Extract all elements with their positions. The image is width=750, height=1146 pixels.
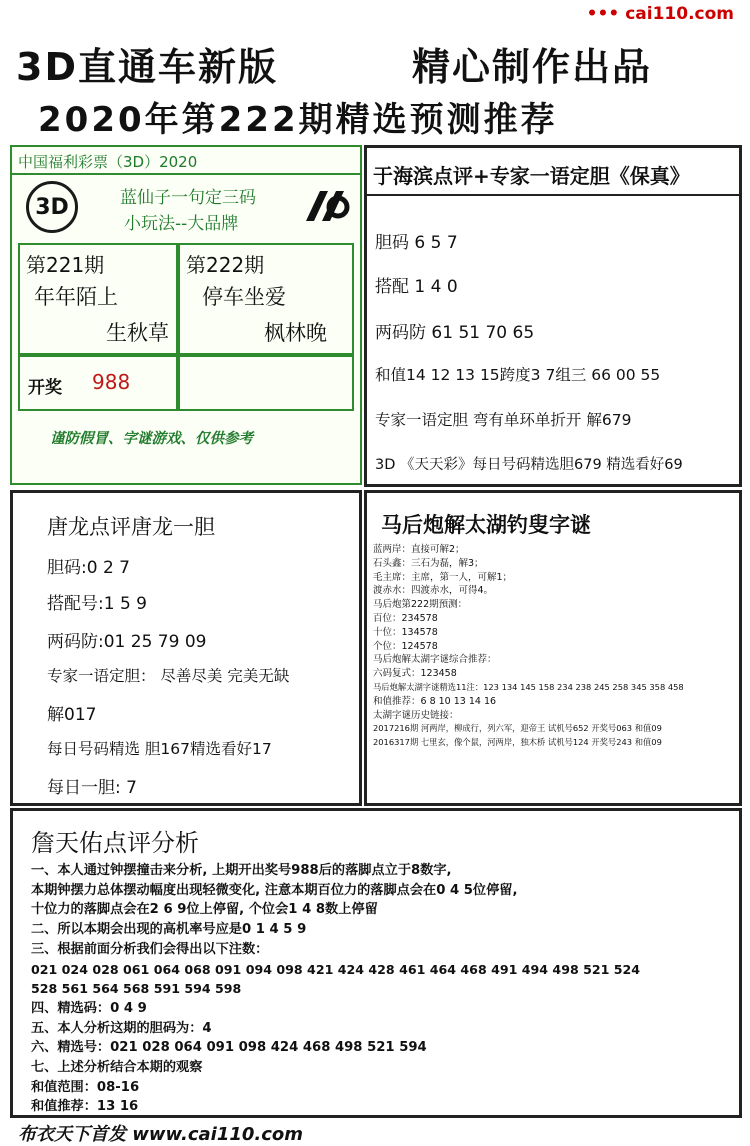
yu-line: 胆码 6 5 7	[375, 233, 458, 253]
tang-panel	[10, 490, 362, 806]
ma-line: 个位：124578	[373, 640, 438, 652]
ma-line: 十位：134578	[373, 626, 438, 638]
zhan-line: 三、根据前面分析我们会得出以下注数：	[31, 941, 269, 957]
yu-line: 两码防 61 51 70 65	[375, 323, 535, 343]
zhan-line: 六、精选号：021 028 064 091 098 424 468 498 521 594	[31, 1040, 427, 1056]
ma-lines	[373, 543, 739, 750]
ticket-header: 中国福利彩票（3D）2020	[18, 153, 198, 171]
tang-line: 搭配号:1 5 9	[47, 594, 147, 614]
prev-issue-cell	[18, 243, 178, 355]
watermark-dots: •••	[586, 4, 620, 24]
ma-line: 马后炮解太湖字谜综合推荐：	[373, 654, 497, 666]
ma-line: 2016317期 七里玄，像个鼠，河两岸，独木桥 试机号124 开奖号243 和值09	[373, 737, 662, 748]
ticket-slogan-1: 蓝仙子一句定三码	[120, 188, 256, 208]
tang-line: 解017	[47, 705, 97, 725]
prev-riddle-line-2: 生秋草	[106, 321, 169, 345]
ma-line: 六码复式：123458	[373, 668, 457, 680]
ma-line: 和值推荐：6 8 10 13 14 16	[373, 695, 497, 707]
yu-line: 3D 《天天彩》每日号码精选胆679 精选看好69	[375, 457, 683, 473]
draw-label: 开奖	[28, 378, 62, 398]
ma-line: 太湖字谜历史链接：	[373, 709, 459, 721]
title-right: 精心制作出品	[412, 45, 653, 89]
ma-line: 毛主席：主席，第一人，可解1；	[373, 571, 513, 583]
ma-line: 渡赤水：四渡赤水，可得4。	[373, 585, 494, 597]
ma-panel	[364, 490, 742, 806]
ma-line: 蓝两岸：直接可解2；	[373, 544, 465, 555]
zhan-line: 021 024 028 061 064 068 091 094 098 421 424 428 461 464 468 491 494 498 521 524	[31, 961, 641, 977]
ma-line: 马后炮解太湖字谜精选11注：123 134 145 158 234 238 245 258 345 358 458	[373, 681, 684, 692]
tang-line: 每日一胆: 7	[47, 778, 137, 798]
tang-line: 两码防:01 25 79 09	[47, 632, 207, 652]
logo-3d-icon: 3D	[26, 181, 78, 233]
cur-riddle-line-1: 停车坐爱	[202, 285, 286, 309]
zhan-line: 十位力的落脚点会在2 6 9位上停留, 个位会1 4 8数上停留	[31, 902, 378, 918]
yu-divider	[367, 194, 739, 196]
brand-logo-icon	[298, 185, 350, 227]
draw-empty-cell	[178, 355, 354, 411]
ma-line: 2017216期 河两岸，柳成行，列六军，迎帝王 试机号652 开奖号063 和值09	[373, 723, 662, 734]
tang-line: 专家一语定胆： 尽善尽美 完美无缺	[47, 667, 290, 685]
zhan-line: 和值范围：08-16	[31, 1079, 140, 1095]
tang-title: 唐龙点评唐龙一胆	[47, 515, 215, 539]
cur-riddle-line-2: 枫林晚	[264, 321, 327, 345]
ma-line: 石头鑫：三石为磊，解3；	[373, 557, 484, 569]
ma-line: 马后炮第222期預测：	[373, 599, 468, 611]
cur-issue-label: 第222期	[186, 253, 265, 277]
zhan-lines	[31, 861, 737, 1117]
subtitle: 2020年第222期精选预测推荐	[38, 100, 558, 140]
zhan-line: 528 561 564 568 591 594 598	[31, 981, 242, 997]
zhan-line: 五、本人分析这期的胆码为：4	[31, 1020, 212, 1036]
tang-line: 胆码:0 2 7	[47, 558, 130, 578]
ma-title: 马后炮解太湖钓叟字谜	[381, 513, 591, 537]
ticket-divider	[12, 173, 360, 175]
cur-issue-cell	[178, 243, 354, 355]
draw-value: 988	[92, 370, 131, 394]
zhan-line: 二、所以本期会出现的高机率号应是0 1 4 5 9	[31, 922, 307, 938]
yu-line: 搭配 1 4 0	[375, 277, 458, 297]
prev-riddle-line-1: 年年陌上	[34, 285, 118, 309]
zhan-line: 四、精选码：0 4 9	[31, 1000, 147, 1016]
yu-line: 专家一语定胆 弯有单环单折开 解679	[375, 411, 632, 429]
prev-issue-label: 第221期	[26, 253, 105, 277]
zhan-line: 和值推荐：13 16	[31, 1099, 139, 1115]
zhan-line: 七、上述分析结合本期的观察	[31, 1060, 203, 1076]
tang-line: 每日号码精选 胆167精选看好17	[47, 740, 272, 758]
yu-line: 和值14 12 13 15跨度3 7组三 66 00 55	[375, 366, 661, 384]
lottery-ticket	[10, 145, 362, 485]
yu-title: 于海滨点评+专家一语定胆《保真》	[373, 164, 690, 188]
zhan-panel	[10, 808, 742, 1118]
zhan-title: 詹天佑点评分析	[31, 829, 199, 857]
title-left: 3D直通车新版	[16, 45, 278, 89]
disclaimer: 谨防假冒、字谜游戏、仅供参考	[50, 431, 253, 447]
watermark-top: ••• cai110.com	[586, 4, 734, 24]
footer-credit: 布衣天下首发 www.cai110.com	[18, 1124, 304, 1145]
ticket-slogan-2: 小玩法--大品牌	[124, 214, 239, 234]
ma-line: 百位：234578	[373, 612, 438, 624]
yu-panel	[364, 145, 742, 487]
zhan-line: 一、本人通过钟摆撞击来分析, 上期开出奖号988后的落脚点立于8数字,	[31, 863, 452, 878]
zhan-line: 本期钟摆力总体摆动幅度出现轻微变化, 注意本期百位力的落脚点会在0 4 5位停留,	[31, 882, 518, 898]
draw-cell	[18, 355, 178, 411]
